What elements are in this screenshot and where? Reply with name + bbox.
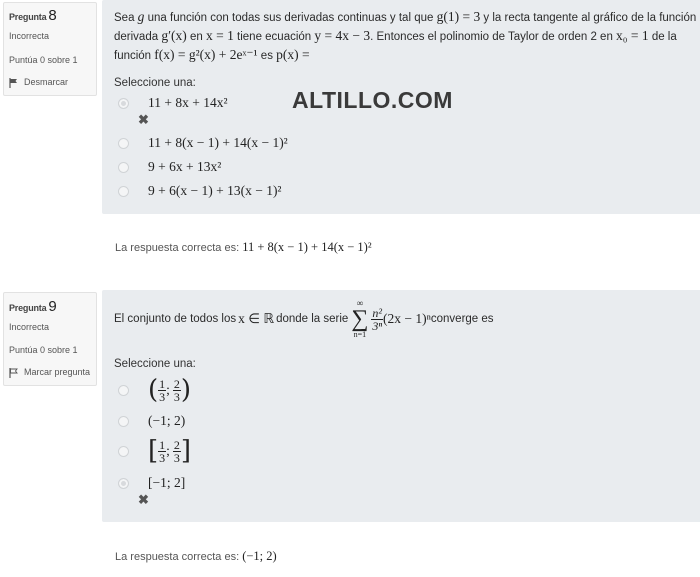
radio-button[interactable] — [118, 186, 129, 197]
radio-button[interactable] — [118, 416, 129, 427]
radio-button[interactable] — [118, 98, 129, 109]
option-label: ( $\frac{1}{3}$ ; $\frac{2}{3}$ ) — [148, 375, 192, 405]
correct-answer: La respuesta correcta es: (−1; 2) — [115, 549, 277, 563]
question-number: Pregunta 8 — [9, 7, 57, 24]
option-label: 11 + 8x + 14x² — [148, 95, 228, 110]
question-status: Incorrecta — [9, 322, 50, 332]
option-label: [−1; 2] — [148, 475, 186, 490]
radio-button[interactable] — [118, 138, 129, 149]
question-9-info — [3, 292, 97, 386]
flag-action-label: Desmarcar — [24, 77, 69, 87]
option-a[interactable] — [118, 93, 228, 113]
option-label: 9 + 6x + 13x² — [148, 159, 222, 174]
flag-action-label: Marcar pregunta — [24, 367, 91, 377]
radio-button[interactable] — [118, 162, 129, 173]
option-a[interactable] — [118, 375, 191, 405]
question-number: Pregunta 9 — [9, 298, 57, 315]
select-prompt: Seleccione una: — [114, 358, 196, 370]
unflag-link[interactable] — [9, 77, 68, 88]
option-label: [ $\frac{1}{3}$ ; $\frac{2}{3}$ ] — [148, 436, 192, 466]
option-label: 9 + 6(x − 1) + 13(x − 1)² — [148, 183, 282, 198]
radio-button[interactable] — [118, 478, 129, 489]
flag-outline-icon — [9, 368, 19, 378]
option-d[interactable] — [118, 181, 281, 201]
option-c[interactable] — [118, 436, 191, 466]
correct-answer: La respuesta correcta es: 11 + 8(x − 1) + 14(x − 1)² — [115, 240, 372, 254]
question-score: Puntúa 0 sobre 1 — [9, 345, 78, 355]
incorrect-x-icon: ✖ — [138, 112, 149, 127]
summation: ∞ ∑ n=1 — [351, 298, 369, 339]
option-label: (−1; 2) — [148, 413, 186, 428]
option-c[interactable] — [118, 157, 221, 177]
option-b[interactable] — [118, 133, 288, 153]
radio-button[interactable] — [118, 385, 129, 396]
select-prompt: Seleccione una: — [114, 77, 196, 89]
question-text: Sea g una función con todas sus derivadas continuas y tal que g(1) = 3 y la recta tangente al gráfico de la función derivada g′(x) en x = 1 tiene ecuación y = 4x − 3. Entonces el polinomio de Taylor de orden 2 en x₀ = 1 de la función f(x) = g²(x) + 2eˣ⁻¹ es p(x) = — [114, 9, 697, 62]
question-8-info — [3, 2, 97, 96]
flag-icon — [9, 78, 19, 88]
option-label: 11 + 8(x − 1) + 14(x − 1)² — [148, 135, 288, 150]
radio-button[interactable] — [118, 446, 129, 457]
question-9-content — [102, 290, 700, 522]
watermark-logo: ALTILLO.COM — [292, 87, 453, 113]
flag-question-link[interactable] — [9, 367, 90, 378]
question-text: El conjunto de todos los x ∈ ℝ donde la serie ∞ ∑ n=1 $\frac{\text{n²}}{\text{3ⁿ}}$ (2x − 1)ⁿ converge es — [114, 298, 494, 339]
series-term: $\frac{\text{n²}}{\text{3ⁿ}}$ — [372, 305, 383, 333]
question-status: Incorrecta — [9, 31, 50, 41]
incorrect-x-icon: ✖ — [138, 492, 149, 507]
option-d[interactable] — [118, 473, 185, 493]
option-b[interactable] — [118, 411, 185, 431]
question-score: Puntúa 0 sobre 1 — [9, 55, 78, 65]
